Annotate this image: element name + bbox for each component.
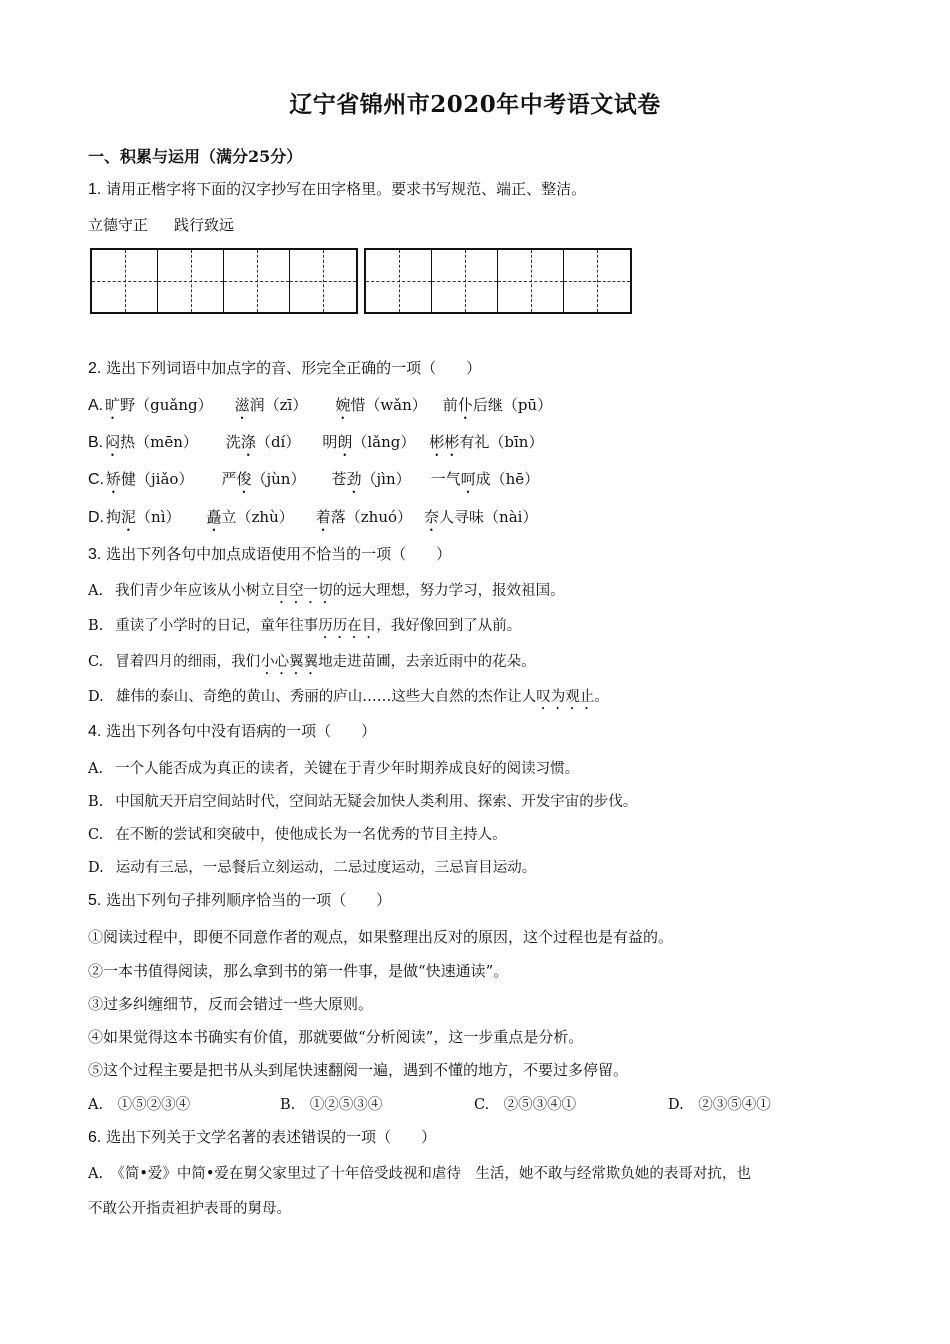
question-text: 选出下列关于文学名著的表述错误的一项（ ） — [106, 1128, 437, 1146]
q5-sentence-3: ③过多纠缠细节，反而会错过一些大原则。 — [88, 995, 374, 1013]
phrase-2: 践行致远 — [174, 216, 235, 234]
option-text: 的远大理想，努力学习，报效祖国。 — [332, 583, 565, 599]
option-letter: C. — [88, 654, 104, 670]
q2-option-c — [88, 468, 539, 497]
question-number: 3. — [88, 546, 102, 563]
dotted-idiom: 目空一切 — [274, 583, 333, 599]
dotted-char: 仆 — [457, 396, 473, 414]
question-1 — [88, 178, 586, 199]
option-letter: A. — [88, 397, 104, 414]
question-number: 4. — [88, 723, 102, 740]
question-5 — [88, 889, 391, 910]
grid-cell[interactable] — [564, 250, 630, 312]
word-part: 严 — [221, 470, 237, 488]
q5-sentence-1: ①阅读过程中，即便不同意作者的观点，如果整理出反对的原因，这个过程也是有益的。 — [88, 928, 674, 946]
dotted-idiom: 叹为观止 — [536, 689, 595, 705]
word-part: 惜（wǎn） — [350, 396, 427, 414]
dotted-char: 奈 — [424, 508, 440, 526]
option-text: 中国航天开启空间站时代，空间站无疑会加快人类利用、探索、开发宇宙的步伐。 — [115, 794, 638, 810]
dotted-char: 矗 — [206, 508, 222, 526]
grid-cell[interactable] — [290, 250, 356, 312]
option-letter: A. — [88, 761, 104, 777]
word-part: 洗 — [225, 433, 241, 451]
word-part: 人寻味（nài） — [439, 508, 538, 526]
grid-cell[interactable] — [366, 250, 432, 312]
question-2 — [88, 357, 481, 378]
option-letter: A. — [88, 583, 104, 599]
grid-cell[interactable] — [432, 250, 498, 312]
option-letter: D. — [88, 689, 104, 705]
option-letter: C. — [88, 827, 104, 843]
phrase-1: 立德守正 — [88, 216, 149, 234]
question-6 — [88, 1126, 436, 1147]
word-part: 立（zhù） — [221, 508, 294, 526]
grid-cell[interactable] — [498, 250, 564, 312]
dotted-char: 闷 — [105, 433, 121, 451]
option-letter: B. — [88, 434, 104, 451]
word-part: 前 — [442, 396, 458, 414]
grid-cell[interactable] — [92, 250, 158, 312]
question-number: 1. — [88, 181, 102, 198]
option-letter: D. — [88, 509, 104, 526]
q3-option-d — [88, 685, 609, 713]
grid-cell[interactable] — [224, 250, 290, 312]
option-letter: B. — [88, 618, 104, 634]
q5-sentence-4: ④如果觉得这本书确实有价值，那就要做“分析阅读”，这一步重点是分析。 — [88, 1028, 584, 1046]
writing-grid-left[interactable] — [90, 248, 358, 314]
question-text: 选出下列句子排列顺序恰当的一项（ ） — [106, 891, 392, 909]
dotted-char: 呵 — [460, 470, 476, 488]
word-part: 有礼（bīn） — [459, 433, 544, 451]
option-text: 在不断的尝试和突破中，使他成长为一名优秀的节目主持人。 — [115, 827, 507, 843]
q2-option-d — [88, 506, 537, 535]
dotted-char: 俊 — [236, 470, 252, 488]
option-letter: D. — [88, 860, 104, 876]
writing-grid-right[interactable] — [364, 248, 632, 314]
dotted-char: 婉 — [335, 396, 351, 414]
dotted-char: 矫 — [106, 470, 122, 488]
question-text: 选出下列各句中加点成语使用不恰当的一项（ ） — [106, 545, 452, 563]
word-part: 润（zī） — [249, 396, 308, 414]
word-part: 成（hē） — [475, 470, 540, 488]
word-part: 落（zhuó） — [330, 508, 413, 526]
q3-option-c — [88, 650, 536, 678]
option-text: 重读了小学时的日记，童年往事 — [115, 618, 319, 634]
q4-option-c — [88, 823, 507, 844]
option-text: ，我好像回到了从前。 — [376, 618, 522, 634]
q1-phrases — [88, 214, 234, 235]
grid-cell[interactable] — [158, 250, 224, 312]
word-part: 健（jiǎo） — [121, 470, 194, 488]
option-text: 冒着四月的细雨，我们 — [115, 654, 261, 670]
question-number: 6. — [88, 1129, 102, 1146]
q5-option-d: D. ②③⑤④① — [668, 1097, 771, 1113]
dotted-char: 滋 — [234, 396, 250, 414]
q2-option-b — [88, 431, 543, 460]
word-part: 明 — [322, 433, 338, 451]
word-part: （dí） — [255, 433, 301, 451]
dotted-char: 劲 — [346, 470, 362, 488]
page-title: 辽宁省锦州市2020年中考语文试卷 — [289, 91, 661, 118]
word-part: （nì） — [136, 508, 181, 526]
section-heading: 一、积累与运用（满分25分） — [88, 147, 303, 166]
dotted-idiom: 小心翼翼 — [260, 654, 319, 670]
question-text: 请用正楷字将下面的汉字抄写在田字格里。要求书写规范、端正、整洁。 — [106, 180, 587, 198]
question-text: 选出下列各句中没有语病的一项（ ） — [106, 722, 377, 740]
question-number: 5. — [88, 892, 102, 909]
dotted-idiom: 历历在目 — [318, 618, 377, 634]
q6-option-a-line2: 不敢公开指责袒护表哥的舅母。 — [88, 1201, 291, 1217]
word-part: 一气 — [430, 470, 461, 488]
word-part: 热（mēn） — [120, 433, 198, 451]
q5-sentence-5: ⑤这个过程主要是把书从头到尾快速翻阅一遍，遇到不懂的地方，不要过多停留。 — [88, 1061, 629, 1079]
question-text: 选出下列词语中加点字的音、形完全正确的一项（ ） — [106, 359, 482, 377]
q5-option-c: C. ②⑤③④① — [474, 1097, 577, 1113]
option-text: 地走进苗圃，去亲近雨中的花朵。 — [318, 654, 536, 670]
option-letter: C. — [88, 471, 104, 488]
q5-sentence-2: ②一本书值得阅读，那么拿到书的第一件事，是做“快速通读”。 — [88, 962, 509, 980]
question-4 — [88, 720, 376, 741]
word-part: 苍 — [331, 470, 347, 488]
dotted-char: 旷 — [105, 396, 121, 414]
dotted-char: 泥 — [121, 508, 137, 526]
dotted-char: 着 — [315, 508, 331, 526]
word-part: 拘 — [106, 508, 122, 526]
q6-option-a-line1: A. 《简•爱》中简•爱在舅父家里过了十年倍受歧视和虐待 生活，她不敢与经常欺负她的表哥对抗，也 — [88, 1166, 751, 1182]
word-part: 野（guǎng） — [120, 396, 213, 414]
q5-option-b: B. ①②⑤③④ — [280, 1097, 383, 1113]
q3-option-b — [88, 614, 521, 642]
option-text: 运动有三忌，一忌餐后立刻运动，二忌过度运动，三忌盲目运动。 — [115, 860, 537, 876]
word-part: （lǎng） — [352, 433, 416, 451]
option-text: 。 — [594, 689, 609, 705]
q4-option-a — [88, 757, 579, 778]
dotted-char: 彬彬 — [429, 433, 460, 451]
option-letter: B. — [88, 794, 104, 810]
question-3 — [88, 543, 451, 564]
option-text: 我们青少年应该从小树立 — [115, 583, 275, 599]
q5-option-a: A. ①⑤②③④ — [88, 1097, 191, 1113]
q4-option-d — [88, 856, 536, 877]
word-part: （jùn） — [251, 470, 306, 488]
q3-option-a — [88, 579, 565, 607]
option-text: 一个人能否成为真正的读者，关键在于青少年时期养成良好的阅读习惯。 — [115, 761, 580, 777]
option-text: 雄伟的泰山、奇绝的黄山、秀丽的庐山……这些大自然的杰作让人 — [115, 689, 537, 705]
q4-option-b — [88, 790, 637, 811]
dotted-char: 涤 — [240, 433, 256, 451]
q2-option-a — [88, 394, 552, 423]
word-part: 后继（pū） — [472, 396, 553, 414]
dotted-char: 朗 — [337, 433, 353, 451]
word-part: （jìn） — [361, 470, 411, 488]
question-number: 2. — [88, 360, 102, 377]
